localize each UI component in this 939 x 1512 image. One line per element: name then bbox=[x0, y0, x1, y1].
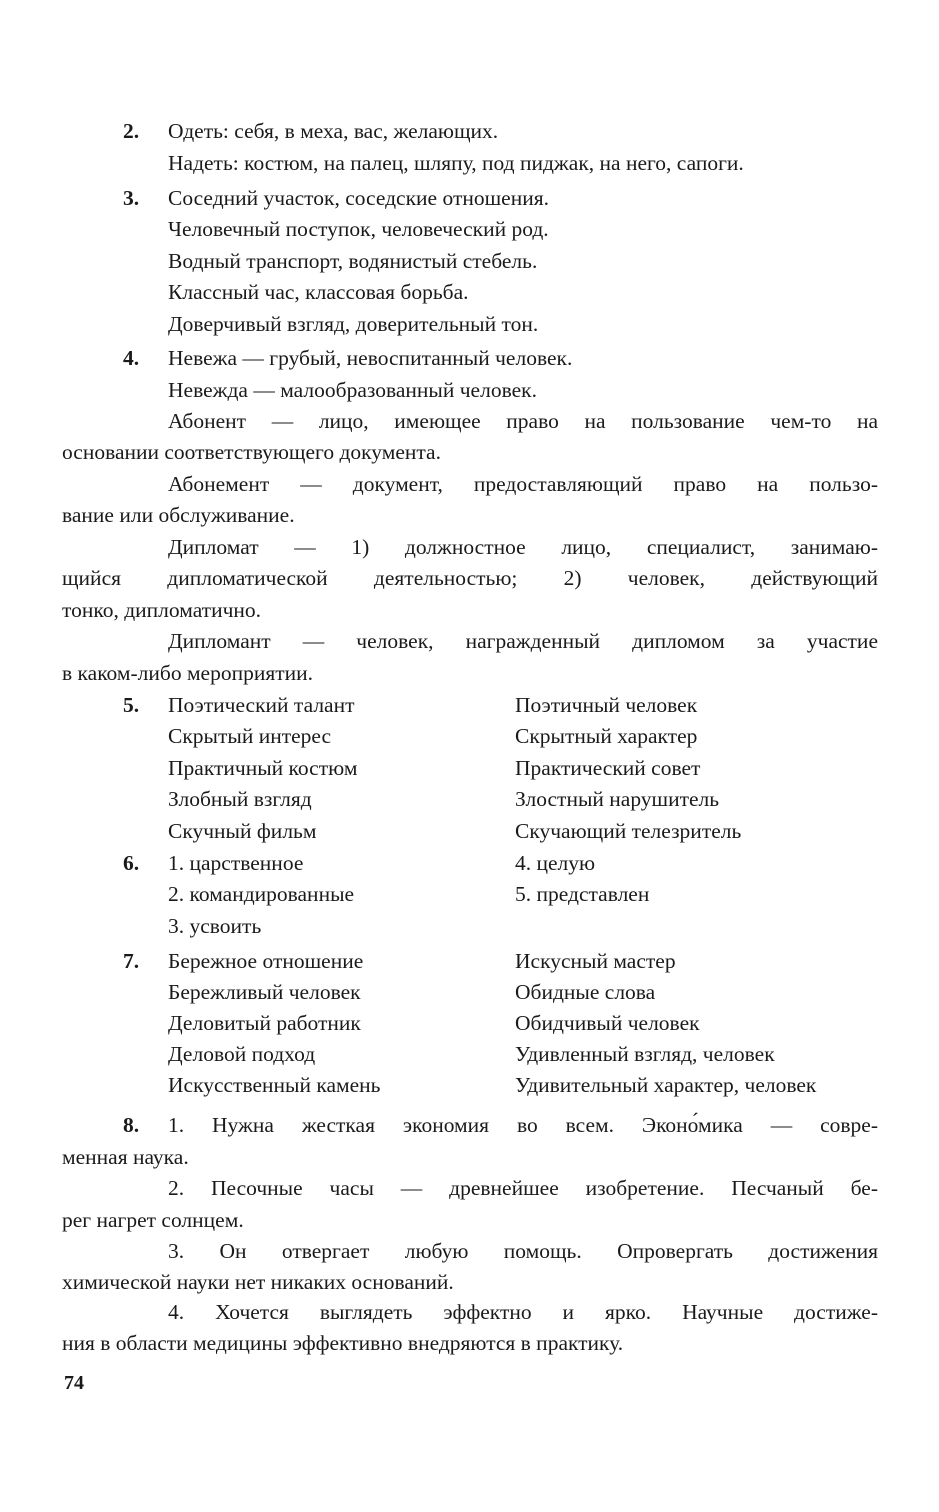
item-8-sentence-1: 1. Нужна жесткая экономия во всем. Эконо́мика — совре- bbox=[168, 1113, 878, 1137]
item-6-right: 5. представлен bbox=[515, 882, 650, 906]
item-5-right: Поэтичный человек bbox=[515, 693, 698, 717]
item-7-right: Удивленный взгляд, человек bbox=[515, 1042, 775, 1066]
item-4-paragraph-4-end: в каком-либо мероприятии. bbox=[62, 661, 314, 685]
item-8-sentence-4: 4. Хочется выглядеть эффектно и ярко. Научные достиже- bbox=[168, 1300, 878, 1324]
item-6-number: 6. bbox=[123, 851, 140, 875]
item-5-left: Скучный фильм bbox=[168, 819, 317, 843]
item-7-right: Обидные слова bbox=[515, 980, 656, 1004]
item-7-left: Бережное отношение bbox=[168, 949, 364, 973]
item-5-left: Злобный взгляд bbox=[168, 787, 312, 811]
item-8-number: 8. bbox=[123, 1113, 140, 1137]
item-5-right: Злостный нарушитель bbox=[515, 787, 720, 811]
item-7-right: Удивительный характер, человек bbox=[515, 1073, 817, 1097]
item-5-left: Практичный костюм bbox=[168, 756, 358, 780]
item-3-line: Классный час, классовая борьба. bbox=[168, 280, 469, 304]
item-5-right: Практический совет bbox=[515, 756, 701, 780]
item-3-number: 3. bbox=[123, 186, 140, 210]
item-4-paragraph-3-end: тонко, дипломатично. bbox=[62, 598, 262, 622]
item-4-paragraph-2-end: вание или обслуживание. bbox=[62, 503, 295, 527]
item-7-left: Деловой подход bbox=[168, 1042, 316, 1066]
item-7-right: Обидчивый человек bbox=[515, 1011, 700, 1035]
item-4-paragraph-1: Абонент — лицо, имеющее право на пользование чем-то на bbox=[168, 409, 878, 433]
item-5-right: Скучающий телезритель bbox=[515, 819, 742, 843]
item-8-sentence-1-end: менная наука. bbox=[62, 1145, 189, 1169]
item-8-sentence-3-end: химической науки нет никаких оснований. bbox=[62, 1270, 454, 1294]
item-8-sentence-2: 2. Песочные часы — древнейшее изобретение. Песчаный бе- bbox=[168, 1176, 878, 1200]
item-5-left: Поэтический талант bbox=[168, 693, 355, 717]
item-5-right: Скрытный характер bbox=[515, 724, 698, 748]
page-number: 74 bbox=[64, 1372, 84, 1394]
item-7-left: Деловитый работник bbox=[168, 1011, 361, 1035]
item-6-left: 3. усвоить bbox=[168, 914, 262, 938]
item-4-paragraph-4: Дипломант — человек, награжденный дипломом за участие bbox=[168, 629, 878, 653]
item-4-paragraph-3: Дипломат — 1) должностное лицо, специалист, занимаю- bbox=[168, 535, 878, 559]
item-4-line-1: Невежа — грубый, невоспитанный человек. bbox=[168, 346, 573, 370]
item-2-number: 2. bbox=[123, 119, 140, 143]
item-6-left: 1. царственное bbox=[168, 851, 304, 875]
item-4-paragraph-3-mid: щийся дипломатической деятельностью; 2) человек, действующий bbox=[62, 566, 878, 590]
item-8-sentence-4-end: ния в области медицины эффективно внедряются в практику. bbox=[62, 1331, 624, 1355]
item-7-left: Бережливый человек bbox=[168, 980, 361, 1004]
item-3-line: Соседний участок, соседские отношения. bbox=[168, 186, 549, 210]
item-3-line: Доверчивый взгляд, доверительный тон. bbox=[168, 312, 539, 336]
item-7-number: 7. bbox=[123, 949, 140, 973]
item-3-line: Человечный поступок, человеческий род. bbox=[168, 217, 549, 241]
item-2-line-2: Надеть: костюм, на палец, шляпу, под пиджак, на него, сапоги. bbox=[168, 151, 744, 175]
item-2-line-1: Одеть: себя, в меха, вас, желающих. bbox=[168, 119, 499, 143]
item-8-sentence-3: 3. Он отвергает любую помощь. Опровергать достижения bbox=[168, 1239, 878, 1263]
item-5-left: Скрытый интерес bbox=[168, 724, 332, 748]
item-8-sentence-2-end: рег нагрет солнцем. bbox=[62, 1208, 244, 1232]
item-7-right: Искусный мастер bbox=[515, 949, 676, 973]
item-5-number: 5. bbox=[123, 693, 140, 717]
item-6-left: 2. командированные bbox=[168, 882, 355, 906]
item-6-right: 4. целую bbox=[515, 851, 596, 875]
item-4-line-2: Невежда — малообразованный человек. bbox=[168, 378, 537, 402]
item-7-left: Искусственный камень bbox=[168, 1073, 381, 1097]
item-4-number: 4. bbox=[123, 346, 140, 370]
item-4-paragraph-2: Абонемент — документ, предоставляющий право на пользо- bbox=[168, 472, 878, 496]
item-3-line: Водный транспорт, водянистый стебель. bbox=[168, 249, 538, 273]
item-4-paragraph-1-end: основании соответствующего документа. bbox=[62, 440, 441, 464]
